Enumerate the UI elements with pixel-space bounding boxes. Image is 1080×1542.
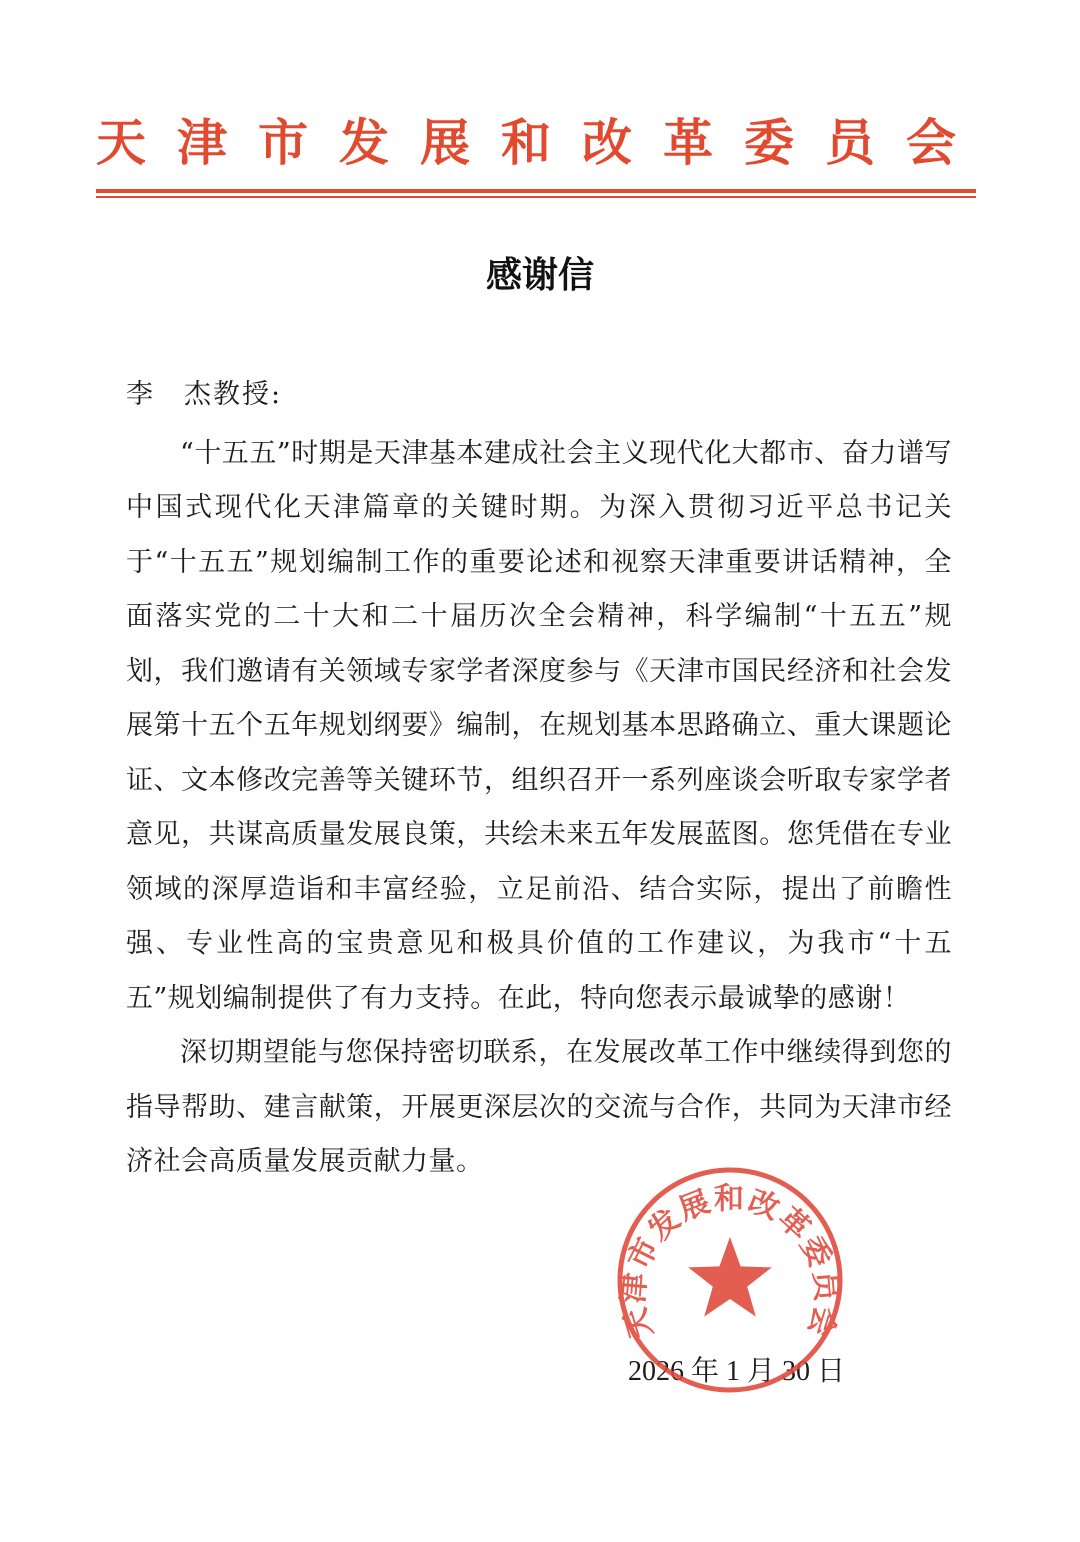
official-seal [613, 1163, 847, 1397]
seal-text: 天津市发展和改革委员会 [616, 1181, 844, 1343]
letter-title: 感谢信 [485, 255, 594, 296]
letter-date: 2026 年 1 月 30 日 [628, 1356, 846, 1387]
paragraph-1: “十五五”时期是天津基本建成社会主义现代化大都市、奋力谱写中国式现代化天津篇章的关键时期。为深入贯彻习近平总书记关于“十五五”规划编制工作的重要论述和视察天津重要讲话精神，全面落实党的二十大和二十届历次全会精神，科学编制“十五五”规划，我们邀请有关领域专家学者深度参与《天津市国民经济和社会发展第十五个五年规划纲要》编制，在规划基本思路确立、重大课题论证、文本修改完善等关键环节，组织召开一系列座谈会听取专家学者意见，共谋高质量发展良策，共绘未来五年发展蓝图。您凭借在专业领域的深厚造诣和丰富经验，立足前沿、结合实际，提出了前瞻性强、专业性高的宝贵意见和极具价值的工作建议，为我市“十五五”规划编制提供了有力支持。在此，特向您表示最诚挚的感谢！ [126, 437, 952, 1014]
paragraph-2: 深切期望能与您保持密切联系，在发展改革工作中继续得到您的指导帮助、建言献策，开展更深层次的交流与合作，共同为天津市经济社会高质量发展贡献力量。 [126, 1037, 952, 1177]
salutation: 李 杰教授: [126, 379, 283, 410]
letterhead-divider [96, 189, 976, 199]
star-icon [688, 1237, 772, 1317]
letterhead-org-name: 天津市发展和改革委员会 [96, 113, 987, 172]
letter-body [126, 368, 952, 1190]
